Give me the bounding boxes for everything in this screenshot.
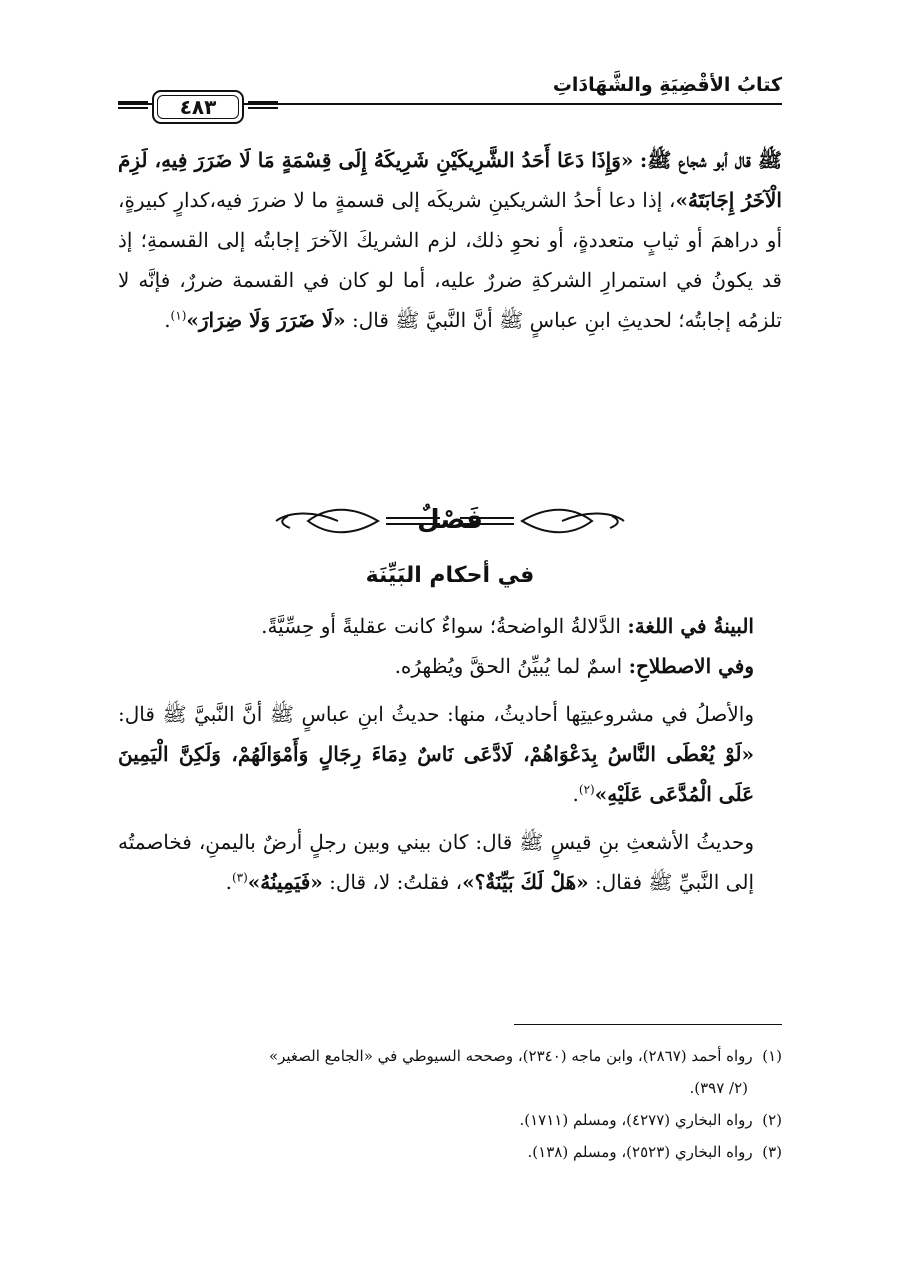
footnote-item: [118, 1104, 782, 1136]
hadith-quote: «لَوْ يُعْطَى النَّاسُ بِدَعْوَاهُمْ، لَادَّعَى نَاسٌ دِمَاءَ رِجَالٍ وَأَمْوَالَهُمْ، وَلَكِنَّ الْيَمِينَ عَلَى الْمُدَّعَى عَلَيْهِ»: [118, 742, 754, 806]
footnote-item: [118, 1040, 782, 1072]
page-number-rule-right: [248, 101, 278, 109]
ashath-text: وحديثُ الأشعثِ بنِ قيسٍ ﷺ قال: كان بيني وبين رجلٍ أرضٌ باليمنِ، فخاصمتُه إلى النَّبيِّ ﷺ فقال:: [118, 830, 754, 894]
footnote-number: (٢): [762, 1111, 782, 1129]
definition-lugha: [118, 606, 782, 646]
footnote-continuation: (٢/ ٣٩٧).: [689, 1079, 748, 1097]
section-divider: [118, 498, 782, 546]
footnote-text: رواه البخاري (٤٢٧٧)، ومسلم (١٧١١).: [519, 1111, 753, 1129]
chapter-title: في أحكام البَيِّنَة: [365, 563, 535, 588]
paragraph-ashath: وحديثُ الأشعثِ بنِ قيسٍ ﷺ قال: كان بيني وبين رجلٍ أرضٌ باليمنِ، فخاصمتُه إلى النَّبيِّ ﷺ فقال: «هَلْ لَكَ بَيِّنَةٌ؟»، فقلتُ: لا، قال: «فَيَمِينُهُ»$^{(٣)}$.: [118, 830, 754, 894]
footnote-ref: (٢): [578, 782, 595, 797]
matn-quote: «وَإِذَا دَعَا أَحَدُ الشَّرِيكَيْنِ شَرِيكَهُ إِلَى قِسْمَةٍ مَا لَا ضَرَرَ فِيهِ، لَزِمَ الْآخَرُ إِجَابَتَهُ»: [118, 148, 782, 212]
footnote-number: (١): [762, 1047, 782, 1065]
hadith-quote: «لَا ضَرَرَ وَلَا ضِرَارَ»: [186, 308, 346, 332]
footnote-ref: (٣): [231, 870, 248, 885]
hadith-answer: «فَيَمِينُهُ»: [247, 870, 323, 894]
footnote-item: [118, 1136, 782, 1168]
footnote-text: رواه البخاري (٢٥٢٣)، ومسلم (١٣٨).: [527, 1143, 753, 1161]
page-number-frame: [118, 90, 278, 124]
istilah-text: اسمٌ لما يُبيِّنُ الحقَّ ويُظهرُه.: [394, 654, 623, 678]
footnote-ref: (١): [170, 308, 187, 323]
paragraph-qismah: ﷺ قال أبو شجاع ﷺ: «وَإِذَا دَعَا أَحَدُ الشَّرِيكَيْنِ شَرِيكَهُ إِلَى قِسْمَةٍ مَا لَا ضَرَرَ فِيهِ، لَزِمَ الْآخَرُ إِجَابَتَهُ»، إذا دعا أحدُ الشريكينِ شريكَه إلى قسمةٍ ما لا ضررَ فيه،كدارٍ كبيرةٍ، أو دراهمَ أو ثيابٍ متعددةٍ، أو نحوِ ذلك، لزم الشريكَ الآخرَ إجابتُه إلى القسمةِ؛ إذ قد يكونُ في استمرارِ الشركةِ ضررٌ عليه، أما لو كان في القسمة ضررٌ، فإنَّه لا تلزمُه إجابتُه؛ لحديثِ ابنِ عباسٍ ﷺ أنَّ النَّبيَّ ﷺ قال: «لَا ضَرَرَ وَلَا ضِرَارَ»$^{(١)}$.: [118, 148, 782, 332]
page-number-rule-left: [118, 101, 148, 109]
ashath-text-2: ، فقلتُ: لا، قال:: [329, 870, 463, 894]
footnotes: [118, 1040, 782, 1168]
commentary-text: ، إذا دعا أحدُ الشريكينِ شريكَه إلى قسمةٍ ما لا ضررَ فيه،كدارٍ كبيرةٍ، أو دراهمَ أو ثيابٍ متعددةٍ، أو نحوِ ذلك، لزم الشريكَ الآخرَ إجابتُه إلى القسمةِ؛ إذ قد يكونُ في استمرارِ الشركةِ ضررٌ عليه، أما لو كان في القسمة ضررٌ، فإنَّه لا تلزمُه إجابتُه؛ لحديثِ ابنِ عباسٍ ﷺ أنَّ النَّبيَّ ﷺ قال:: [118, 188, 782, 332]
author-intro: ﷺ قال أبو شجاع ﷺ:: [639, 148, 782, 172]
page-number: ٤٨٣: [152, 90, 244, 124]
hadith-question: «هَلْ لَكَ بَيِّنَةٌ؟»: [462, 870, 589, 894]
flourish-ornament-icon: [248, 506, 448, 536]
footnote-number: (٣): [762, 1143, 782, 1161]
definition-istilah: [118, 646, 782, 686]
lugha-text: الدَّلالةُ الواضحةُ؛ سواءٌ كانت عقليةً أو حِسِّيَّةً.: [261, 614, 621, 638]
lugha-label: البينةُ في اللغة:: [627, 614, 754, 638]
asl-text: والأصلُ في مشروعيتِها أحاديثُ، منها: حديثُ ابنِ عباسٍ ﷺ أنَّ النَّبيَّ ﷺ قال:: [118, 702, 754, 726]
istilah-label: وفي الاصطلاحِ:: [628, 654, 754, 678]
paragraph-asl: والأصلُ في مشروعيتِها أحاديثُ، منها: حديثُ ابنِ عباسٍ ﷺ أنَّ النَّبيَّ ﷺ قال: «لَوْ يُعْطَى النَّاسُ بِدَعْوَاهُمْ، لَادَّعَى نَاسٌ دِمَاءَ رِجَالٍ وَأَمْوَالَهُمْ، وَلَكِنَّ الْيَمِينَ عَلَى الْمُدَّعَى عَلَيْهِ»$^{(٢)}$.: [118, 702, 754, 806]
running-title: كتابُ الأقْضِيَةِ والشَّهَادَاتِ: [552, 74, 782, 96]
footnote-text: رواه أحمد (٢٨٦٧)، وابن ماجه (٢٣٤٠)، وصححه السيوطي في «الجامع الصغير»: [268, 1047, 753, 1065]
bayyinah-section: [118, 606, 782, 902]
footnote-separator: [514, 1024, 782, 1025]
fasl-heading: فَصْلٌ: [417, 505, 483, 535]
